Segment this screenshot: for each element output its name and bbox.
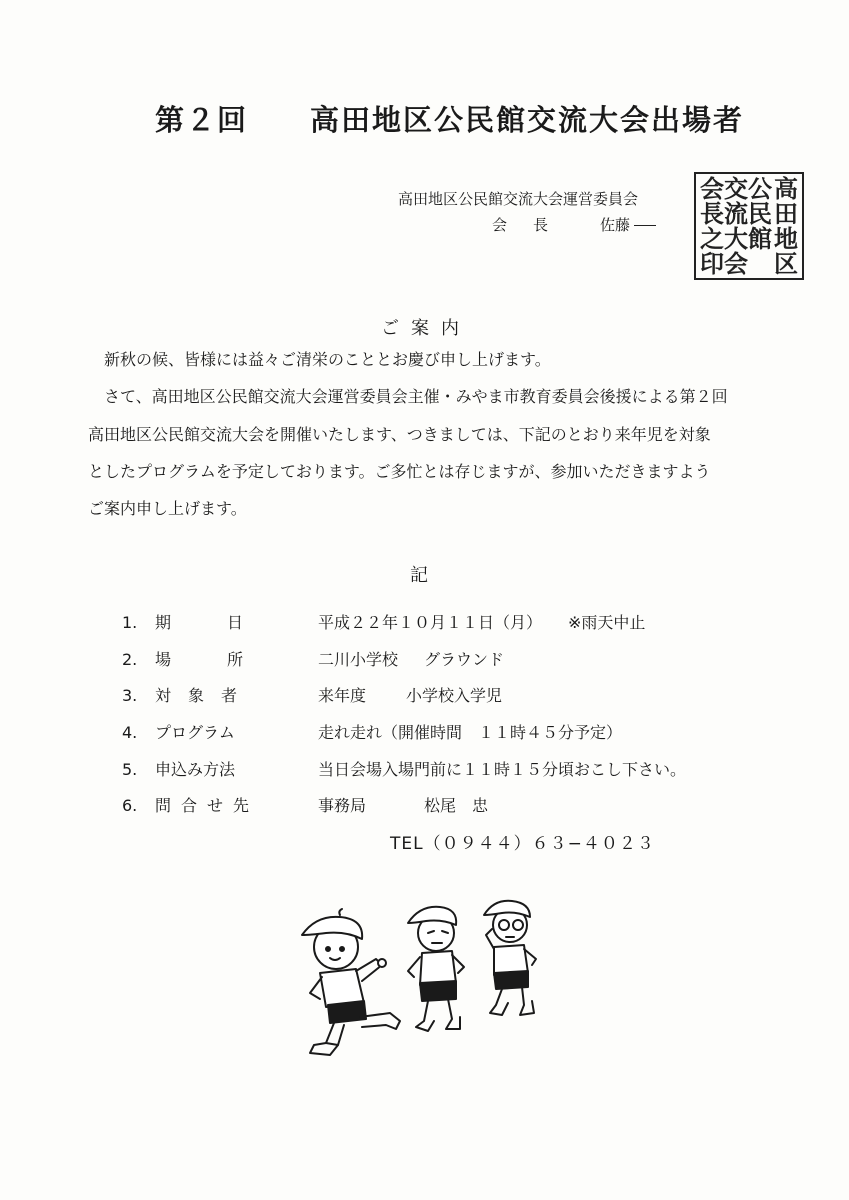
item-number: 4. [122,723,138,742]
page-title [155,98,744,139]
item-value-text: 事務局 [318,796,367,815]
item-value-text: 当日会場入場門前に１１時１５分頃おこし下さい。 [318,760,687,779]
item-note: グラウンド [424,650,505,669]
item-4-label [122,720,235,743]
child-3-figure [484,901,536,1015]
item-1-label [122,610,299,633]
title-main: 高田地区公民館交流大会出場者 [310,103,745,137]
seal-column-1: 高田地区 [774,175,798,278]
item-label-text: 場所 [155,650,300,669]
item-number: 3. [122,686,138,705]
seal-leader-line [634,225,656,226]
item-6-label [122,793,259,816]
contact-tel: TEL（０９４４）６３−４０２３ [390,834,655,854]
child-2-figure [408,907,464,1031]
child-1-figure [302,909,400,1055]
item-5-value [318,757,686,780]
item-3-value [318,683,502,706]
guide-heading: ご案内 [381,318,471,339]
item-label-text: 対象者 [155,686,255,705]
item-label-text: 期日 [155,613,300,632]
seal-column-2: 公民館 [748,175,772,253]
item-label-text: 申込み方法 [155,760,236,779]
sender-role: 会長 [492,216,575,234]
item-note: 松尾 忠 [424,796,489,815]
running-children-illustration [296,895,556,1070]
seal-column-4: 会長之印 [700,175,724,278]
item-value-text: 来年度 [318,686,367,705]
guide-line-2: さて、高田地区公民館交流大会運営委員会主催・みやま市教育委員会後援による第２回 [104,387,728,406]
item-value-text: 二川小学校 [318,650,399,669]
sender-name: 佐藤 [600,216,631,234]
item-2-value [318,647,504,670]
guide-line-1: 新秋の候、皆様には益々ご清栄のこととお慶び申し上げます。 [104,350,551,369]
item-label-text: 問合せ先 [155,796,260,815]
item-1-value [318,610,645,633]
seal-column-3: 交流大会 [724,175,748,278]
item-6-value [318,793,488,816]
item-3-label [122,683,254,706]
item-number: 6. [122,796,138,815]
item-number: 1. [122,613,138,632]
guide-line-3: 高田地区公民館交流大会を開催いたします、つきましては、下記のとおり来年児を対象 [88,425,711,444]
guide-line-4: としたプログラムを予定しております。ご多忙とは存じますが、参加いただきますよう [88,462,711,481]
title-edition: 第２回 [155,103,249,137]
sender-chair [492,214,656,235]
official-seal [694,172,804,280]
sender-organization: 高田地区公民館交流大会運営委員会 [398,190,639,208]
item-2-label [122,647,299,670]
item-note: ※雨天中止 [568,613,646,632]
record-heading: 記 [410,565,428,586]
item-note: 小学校入学児 [406,686,503,705]
guide-line-5: ご案内申し上げます。 [88,499,247,518]
item-label-text: プログラム [155,723,235,742]
item-number: 2. [122,650,138,669]
item-value-text: 走れ走れ（開催時間 １１時４５分予定） [318,723,623,742]
item-number: 5. [122,760,138,779]
item-5-label [122,757,235,780]
item-value-text: 平成２２年１０月１１日（月） [318,613,543,632]
item-4-value [318,720,622,743]
